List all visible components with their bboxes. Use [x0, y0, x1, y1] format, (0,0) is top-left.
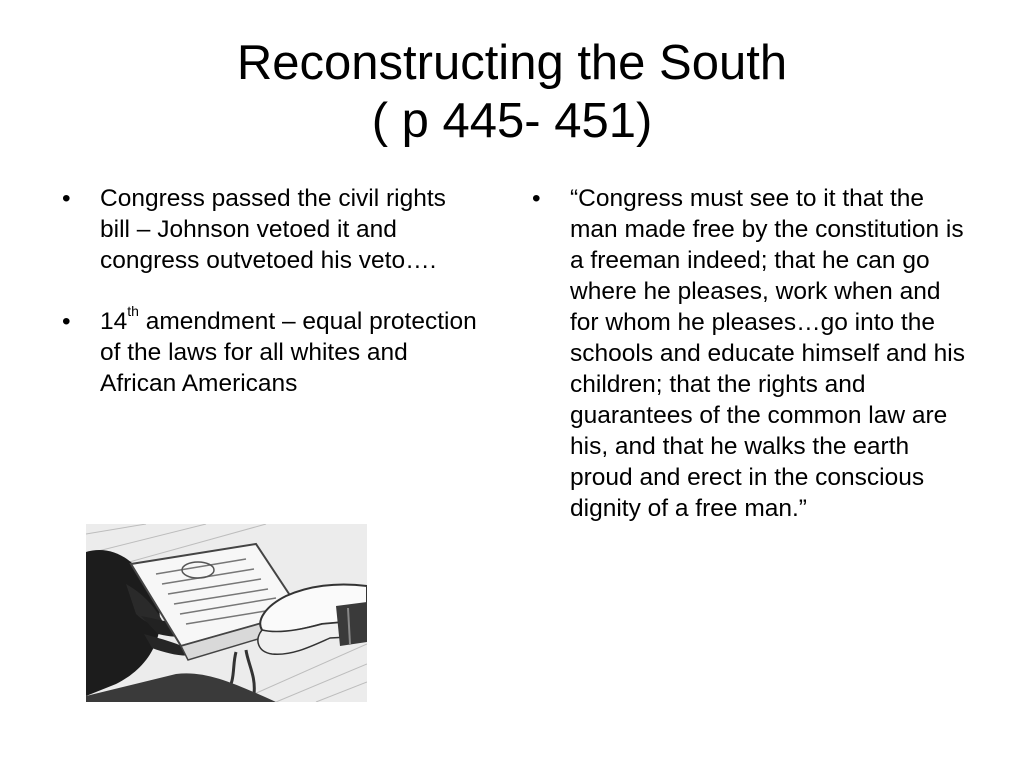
bullet-icon: • [62, 185, 71, 212]
list-item [62, 183, 482, 276]
ordinal-suffix: th [127, 302, 139, 319]
bullet-icon: • [62, 308, 71, 335]
list-item [532, 183, 972, 524]
left-bullet-list [62, 183, 482, 399]
ordinal-number: 14 [100, 308, 128, 335]
bullet-text: Congress passed the civil rights bill – Johnson vetoed it and congress outvetoed his veto…. [100, 185, 446, 274]
right-column [532, 183, 972, 554]
bullet-text: amendment – equal protection of the laws for all whites and African Americans [100, 308, 477, 397]
engraving-hands-document-icon [86, 524, 367, 702]
bullet-icon: • [532, 185, 541, 212]
slide-title [0, 34, 1024, 150]
quote-text: “Congress must see to it that the man made free by the constitution is a freeman indeed; that he can go where he pleases, work when and for whom he pleases…go into the schools and educate himself and his children; that the rights and guarantees of the common law are his, and that he walks the earth proud and erect in the conscious dignity of a free man.” [570, 185, 965, 522]
right-bullet-list [532, 183, 972, 524]
list-item [62, 302, 482, 399]
engraving-image [86, 524, 367, 702]
left-column [62, 183, 482, 429]
title-line-1: Reconstructing the South [236, 36, 788, 90]
title-line-2: ( p 445- 451) [371, 94, 653, 148]
